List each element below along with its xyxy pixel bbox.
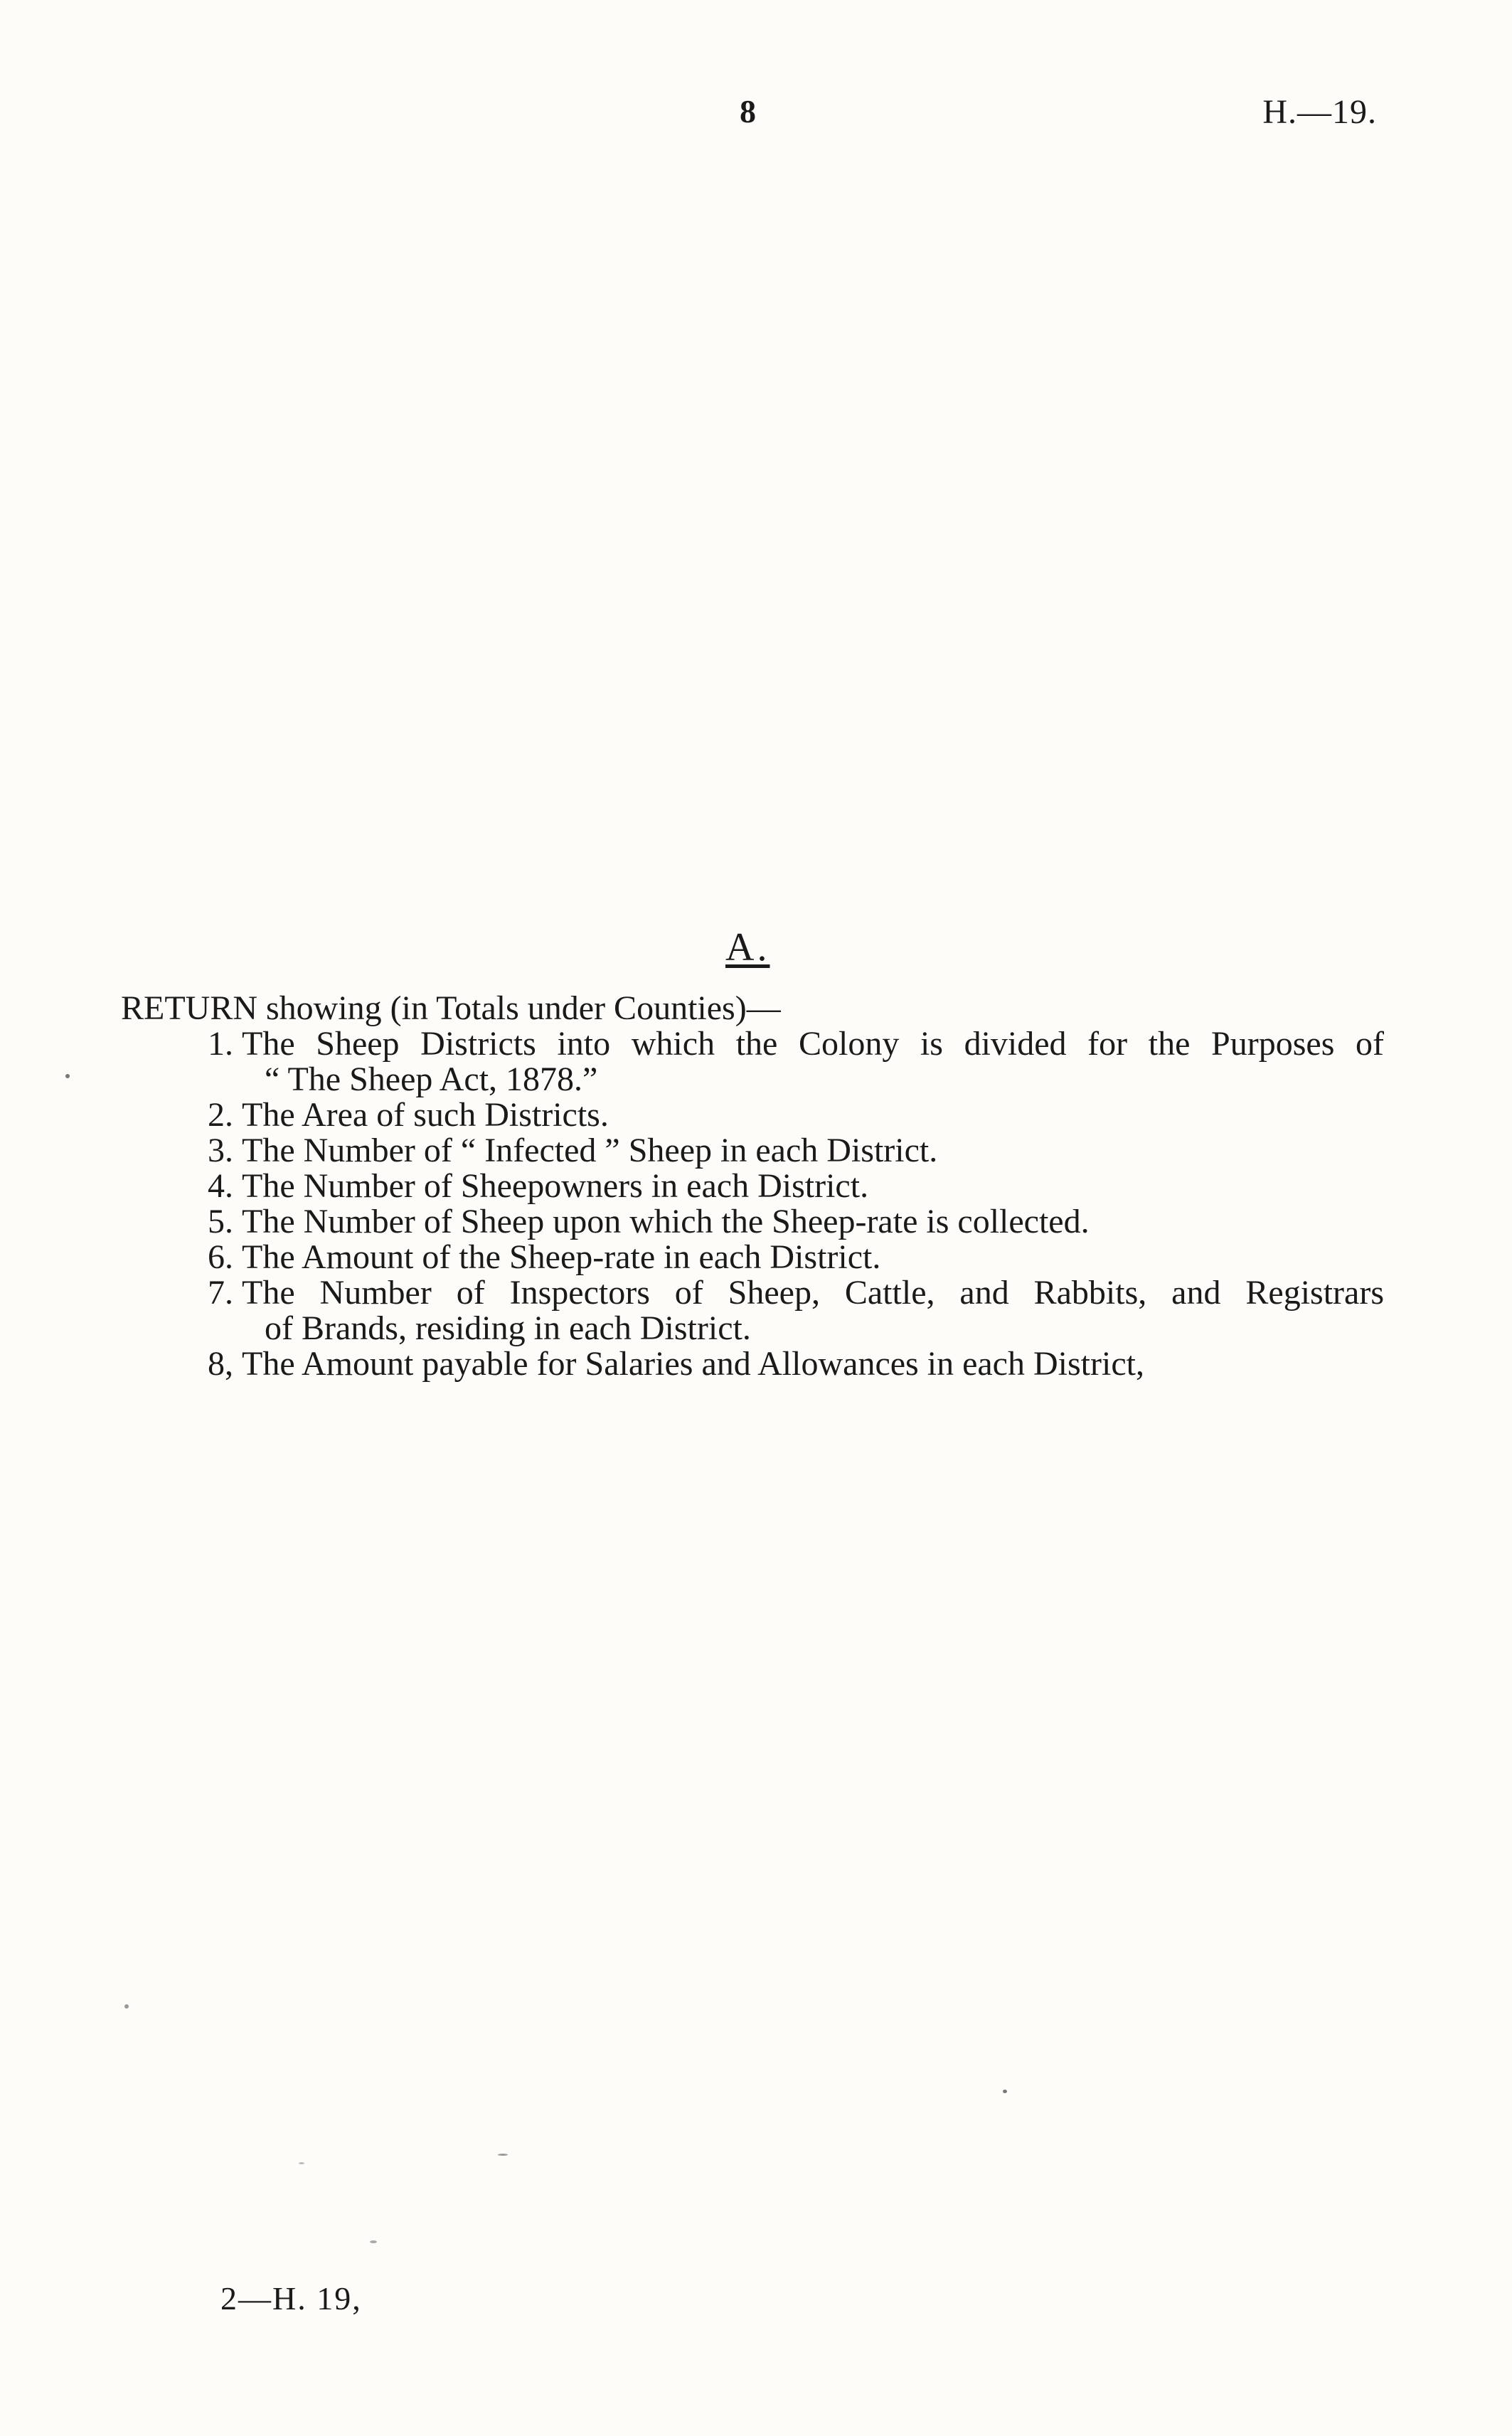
return-item-list [0,1026,1512,1382]
list-item [0,1204,1512,1240]
item-number: 8, [208,1345,233,1383]
document-reference: H.—19. [1262,93,1377,131]
item-number: 6. [208,1238,233,1276]
scan-speck [299,2162,304,2164]
scan-speck [498,2154,508,2156]
item-text-continued: “ The Sheep Act, 1878.” [265,1060,598,1098]
section-heading: A. [725,925,770,969]
scan-speck [1003,2090,1007,2093]
item-text: The Amount of the Sheep-rate in each District. [242,1238,881,1276]
scan-speck [370,2240,377,2243]
list-item [0,1026,1512,1097]
item-text-continued: of Brands, residing in each District. [265,1309,751,1347]
item-text: The Area of such Districts. [242,1096,609,1134]
list-item [0,1240,1512,1275]
item-text: The Number of Inspectors of Sheep, Cattle, and Rabbits, and Registrars [242,1274,1384,1312]
item-number: 5. [208,1203,233,1240]
item-number: 2. [208,1096,233,1134]
item-text: The Sheep Districts into which the Colony is divided for the Purposes of [242,1025,1384,1063]
item-text: The Amount payable for Salaries and Allowances in each District, [242,1345,1144,1383]
list-item [0,1275,1512,1346]
list-item [0,1169,1512,1204]
item-number: 1. [208,1025,233,1063]
item-text: The Number of “ Infected ” Sheep in each District. [242,1132,938,1169]
item-number: 3. [208,1132,233,1169]
scan-speck [124,2004,129,2009]
list-item [0,1346,1512,1382]
printer-signature: 2—H. 19, [220,2280,362,2317]
list-item [0,1097,1512,1133]
page-number: 8 [740,93,756,129]
item-text: The Number of Sheep upon which the Sheep-rate is collected. [242,1203,1090,1240]
list-item [0,1133,1512,1169]
item-text: The Number of Sheepowners in each District. [242,1167,869,1205]
return-heading: RETURN showing (in Totals under Counties)— [121,989,781,1027]
item-number: 4. [208,1167,233,1205]
item-number: 7. [208,1274,233,1312]
scan-speck [65,1074,70,1078]
